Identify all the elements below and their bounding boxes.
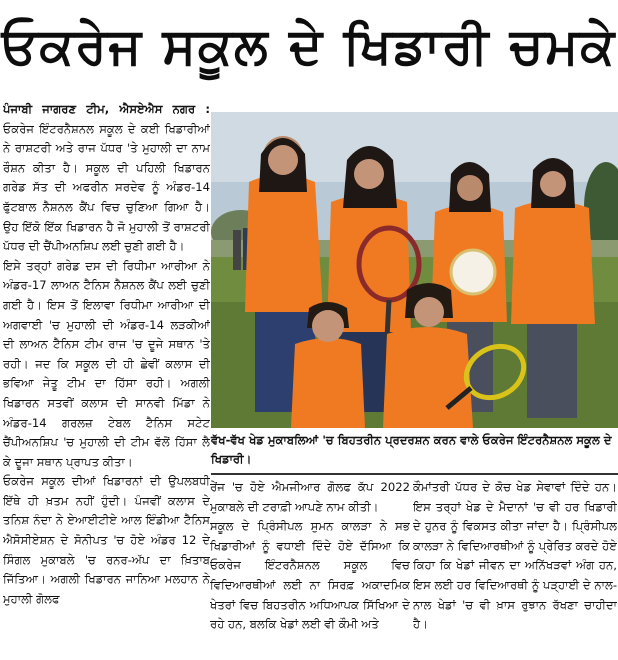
paragraph-text: ਓਕਰੇਜ ਇੰਟਰਨੈਸ਼ਨਲ ਸਕੂਲ ਦੇ ਕਈ ਖਿਡਾਰੀਆਂ ਨੇ ਰਾਸ਼ਟਰੀ ਅਤੇ ਰਾਜ ਪੱਧਰ 'ਤੇ ਮੁਹਾਲੀ ਦਾ ਨਾਮ ਰੌਸ਼ਨ ਕੀਤਾ ਹੈ। ਸਕੂਲ ਦੀ ਪਹਿਲੀ ਖਿਡਾਰਨ ਗਰੇਡ ਸੱਤ ਦੀ ਅਫਰੀਨ ਸਰਦੇਵ ਨੂੰ ਅੰਡਰ-14 ਫੁੱਟਬਾਲ ਨੈਸ਼ਨਲ ਕੈਂਪ ਵਿਚ ਚੁਣਿਆ ਗਿਆ ਹੈ। ਉਹ ਇੱਕੋ ਇੱਕ ਖਿਡਾਰਨ ਹੈ ਜੋ ਮੁਹਾਲੀ ਤੋਂ ਰਾਸ਼ਟਰੀ ਪੱਧਰ ਦੀ ਚੈਂਪੀਅਨਸ਼ਿਪ ਲਈ ਚੁਣੀ ਗਈ ਹੈ। <box>3 121 210 254</box>
paragraph: ਕੌਮਾਂਤਰੀ ਪੱਧਰ ਦੇ ਕੋਚ ਖੇਡ ਸੇਵਾਵਾਂ ਦਿੰਦੇ ਹਨ। ਇਸ ਤਰ੍ਹਾਂ ਖੇਡ ਦੇ ਮੈਦਾਨਾਂ 'ਚ ਵੀ ਹਰ ਖਿਡਾਰੀ ਦੇ ਹੁਨਰ ਨੂੰ ਵਿਕਸਤ ਕੀਤਾ ਜਾਂਦਾ ਹੈ। ਪ੍ਰਿੰਸੀਪਲ ਕਾਲੜਾ ਨੇ ਵਿਦਿਆਰਥੀਆਂ ਨੂੰ ਪ੍ਰੇਰਿਤ ਕਰਦੇ ਹੋਏ ਕਿਹਾ ਕਿ ਖੇਡਾਂ ਜੀਵਨ ਦਾ ਅਨਿੱਖੜਵਾਂ ਅੰਗ ਹਨ, ਇਸ ਲਈ ਹਰ ਵਿਦਿਆਰਥੀ ਨੂੰ ਪੜ੍ਹਾਈ ਦੇ ਨਾਲ-ਨਾਲ ਖੇਡਾਂ 'ਚ ਵੀ ਖ਼ਾਸ ਰੁਝਾਨ ਰੱਖਣਾ ਚਾਹੀਦਾ ਹੈ। <box>413 480 617 632</box>
photo-caption: ਵੱਖ-ਵੱਖ ਖੇਡ ਮੁਕਾਬਲਿਆਂ 'ਚ ਬਿਹਤਰੀਨ ਪ੍ਰਦਰਸ਼ਨ ਕਰਨ ਵਾਲੇ ਓਕਰੇਜ ਇੰਟਰਨੈਸ਼ਨਲ ਸਕੂਲ ਦੇ ਖਿਡਾਰੀ। <box>211 431 618 475</box>
paragraph: ਇਸੇ ਤਰ੍ਹਾਂ ਗਰੇਡ ਦਸ ਦੀ ਰਿਧੀਮਾ ਆਰੀਆ ਨੇ ਅੰਡਰ-17 ਲਾਅਨ ਟੈਨਿਸ ਨੈਸ਼ਨਲ ਕੈਂਪ ਲਈ ਚੁਣੀ ਗਈ ਹੈ। ਇਸ ਤੋਂ ਇਲਾਵਾ ਰਿਧੀਮਾ ਆਰੀਆ ਦੀ ਅਗਵਾਈ 'ਚ ਮੁਹਾਲੀ ਦੀ ਅੰਡਰ-14 ਲੜਕੀਆਂ ਦੀ ਲਾਅਨ ਟੈਨਿਸ ਟੀਮ ਰਾਜ 'ਚ ਦੂਜੇ ਸਥਾਨ 'ਤੇ ਰਹੀ। ਜਦ ਕਿ ਸਕੂਲ ਦੀ ਹੀ ਛੇਵੀਂ ਕਲਾਸ ਦੀ ਭਵਿਆ ਜੇਤੂ ਟੀਮ ਦਾ ਹਿੱਸਾ ਰਹੀ। ਅਗਲੀ ਖਿਡਾਰਨ ਸਤਵੀਂ ਕਲਾਸ ਦੀ ਸਾਨਵੀ ਮਿੱਡਾ ਨੇ ਅੰਡਰ-14 ਗਰਲਜ਼ ਟੇਬਲ ਟੈਨਿਸ ਸਟੇਟ ਚੈਂਪੀਅਨਸ਼ਿਪ 'ਚ ਮੁਹਾਲੀ ਦੀ ਟੀਮ ਵੱਲੋਂ ਹਿੱਸਾ ਲੈ ਕੇ ਦੂਜਾ ਸਥਾਨ ਪ੍ਰਾਪਤ ਕੀਤਾ। <box>3 258 210 469</box>
article-column-left <box>3 100 210 660</box>
article-column-right <box>413 478 617 660</box>
byline: ਪੰਜਾਬੀ ਜਾਗਰਣ ਟੀਮ, ਐਸਏਐਸ ਨਗਰ : <box>3 102 210 116</box>
headline: ਓਕਰੇਜ ਸਕੂਲ ਦੇ ਖਿਡਾਰੀ ਚਮਕੇ <box>1 17 617 75</box>
article-column-middle <box>210 478 410 660</box>
photo-illustration <box>211 112 618 428</box>
paragraph: ਰੇਂਜ 'ਚ ਹੋਏ ਐਮਜੀਆਰ ਗੋਲਫ ਕੱਪ 2022 ਮੁਕਾਬਲੇ ਦੀ ਟਰਾਫ਼ੀ ਆਪਣੇ ਨਾਮ ਕੀਤੀ। <box>210 480 410 514</box>
paragraph: ਸਕੂਲ ਦੇ ਪ੍ਰਿੰਸੀਪਲ ਸੁਮਨ ਕਾਲੜਾ ਨੇ ਸਭ ਖਿਡਾਰੀਆਂ ਨੂੰ ਵਧਾਈ ਦਿੰਦੇ ਹੋਏ ਦੱਸਿਆ ਕਿ ਓਕਰੇਜ ਇੰਟਰਨੈਸ਼ਨਲ ਸਕੂਲ ਵਿਚ ਵਿਦਿਆਰਥੀਆਂ ਲਈ ਨਾ ਸਿਰਫ਼ ਅਕਾਦਮਿਕ ਖੇਤਰਾਂ ਵਿਚ ਬਿਹਤਰੀਨ ਅਧਿਆਪਕ ਸਿੱਖਿਆ ਦੇ ਰਹੇ ਹਨ, ਬਲਕਿ ਖੇਡਾਂ ਲਈ ਵੀ ਕੌਮੀ ਅਤੇ <box>210 519 410 632</box>
team-photo <box>211 112 618 428</box>
paragraph <box>3 100 210 257</box>
paragraph: ਓਕਰੇਜ ਸਕੂਲ ਦੀਆਂ ਖਿਡਾਰਨਾਂ ਦੀ ਉਪਲਬਧੀ ਇੱਥੇ ਹੀ ਖ਼ਤਮ ਨਹੀਂ ਹੁੰਦੀ। ਪੰਜਵੀਂ ਕਲਾਸ ਦੇ ਤਨਿਸ਼ ਨੰਦਾ ਨੇ ਏਆਈਟੀਏ ਆਲ ਇੰਡੀਆ ਟੈਨਿਸ ਐਸੋਸੀਏਸ਼ਨ ਦੇ ਸੋਨੀਪਤ 'ਚ ਹੋਏ ਅੰਡਰ 12 ਦੇ ਸਿੰਗਲ ਮੁਕਾਬਲੇ 'ਚ ਰਨਰ-ਅੱਪ ਦਾ ਖ਼ਿਤਾਬ ਜਿੱਤਿਆ। ਅਗਲੀ ਖਿਡਾਰਨ ਜਾਨਿਆ ਮਲਹਾਨ ਨੇ ਮੁਹਾਲੀ ਗੋਲਫ <box>3 474 210 606</box>
